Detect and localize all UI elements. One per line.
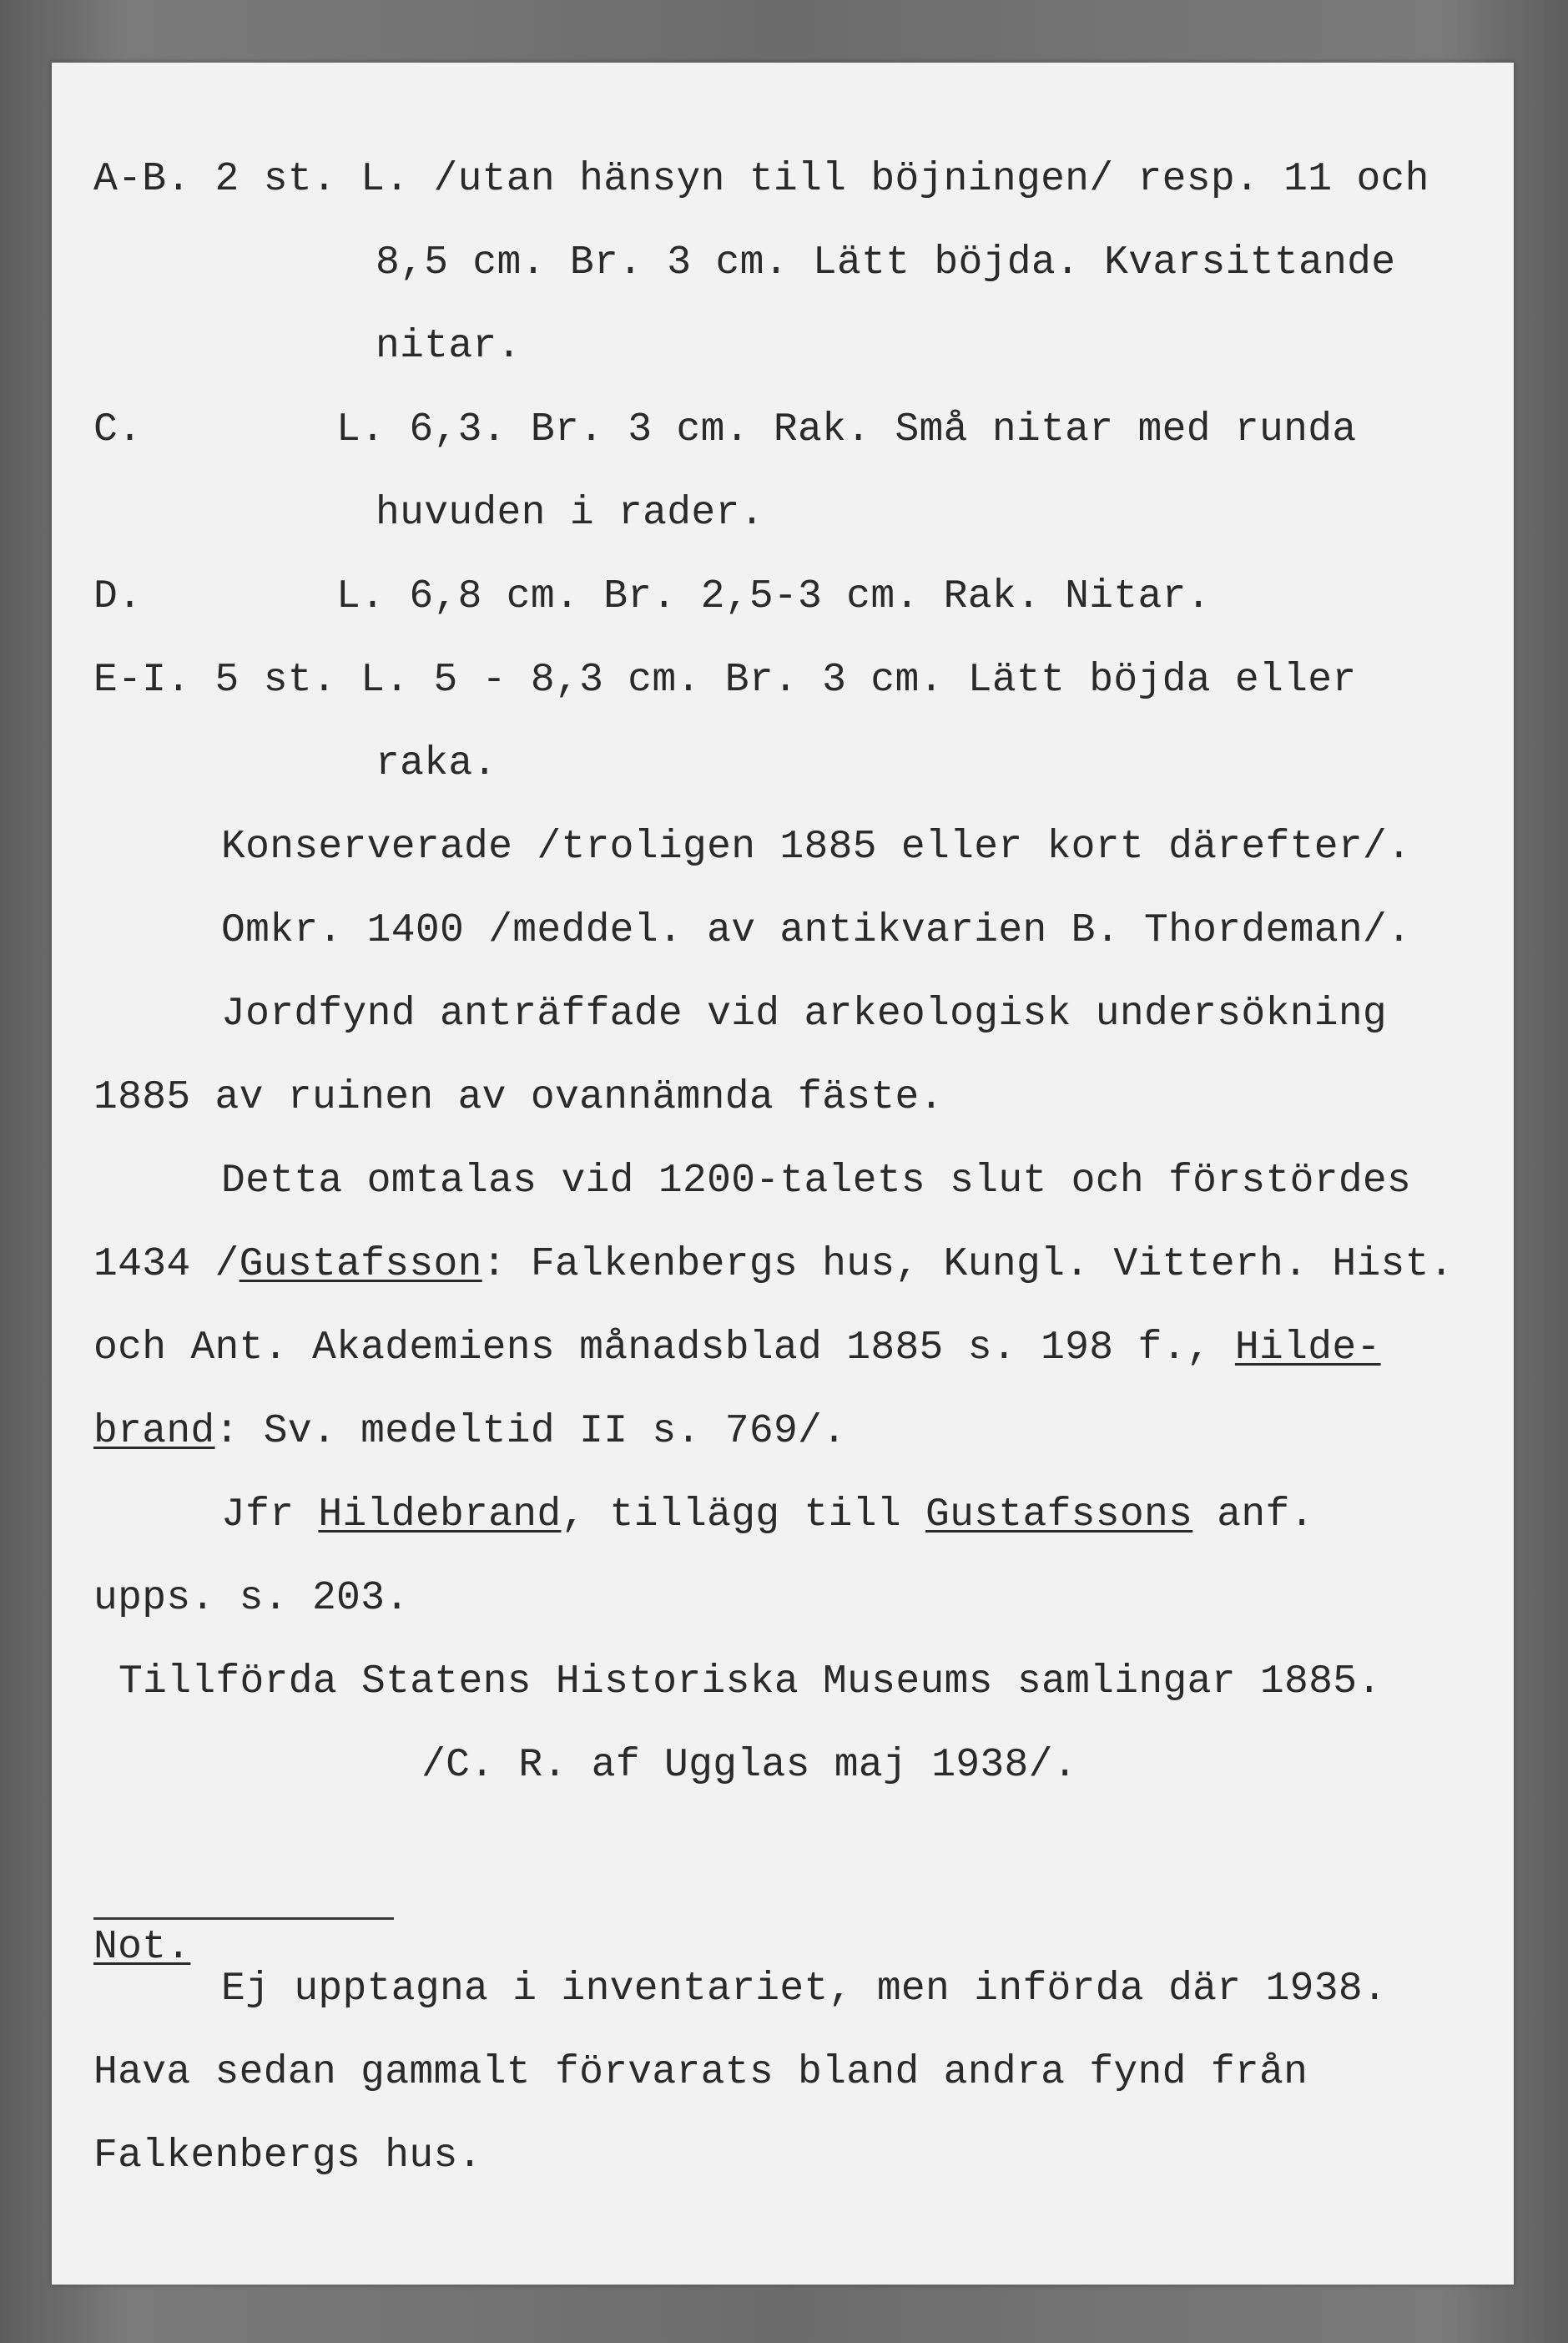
text-line-22: Ej upptagna i inventariet, men införda där 1938. [221,1967,1388,2012]
text-line-6: D. L. 6,8 cm. Br. 2,5-3 cm. Rak. Nitar. [93,574,1211,619]
text-line-5: huvuden i rader. [376,491,764,536]
underlined-author-gustafssons: Gustafssons [925,1492,1193,1538]
text-line-3: nitar. [376,324,522,369]
text-line-17 [221,1492,1314,1538]
text-line-24: Falkenbergs hus. [93,2133,482,2179]
text-segment: och Ant. Akademiens månadsblad 1885 s. 198 f., [93,1326,1235,1371]
text-line-13: Detta omtalas vid 1200-talets slut och förstördes [221,1159,1412,1204]
note-divider [93,1917,394,1920]
text-line-4: C. L. 6,3. Br. 3 cm. Rak. Små nitar med runda [93,407,1357,452]
text-segment: anf. [1192,1492,1314,1538]
text-line-19: Tillförda Statens Historiska Museums samlingar 1885. [118,1659,1382,1704]
text-segment: : Sv. medeltid II s. 769/. [214,1409,847,1454]
text-line-23: Hava sedan gammalt förvarats bland andra fynd från [93,2050,1308,2095]
text-line-14 [93,1241,1454,1288]
underlined-author-hildebrand-cont: brand [93,1409,215,1454]
note-heading: Not. [93,1925,191,1970]
signature-line: /C. R. af Ugglas maj 1938/. [421,1743,1077,1788]
text-line-2: 8,5 cm. Br. 3 cm. Lätt böjda. Kvarsittande [376,240,1396,285]
underlined-author-hildebrand-2: Hildebrand [318,1492,562,1538]
text-line-7: E-I. 5 st. L. 5 - 8,3 cm. Br. 3 cm. Lätt böjda eller [93,658,1357,703]
text-segment: : Falkenbergs hus, Kungl. Vitterh. Hist. [481,1242,1454,1287]
underlined-author-hildebrand: Hilde- [1234,1326,1381,1371]
text-line-18: upps. s. 203. [93,1576,410,1621]
text-line-9: Konserverade /troligen 1885 eller kort därefter/. [221,825,1412,870]
text-segment: Jfr [221,1492,319,1538]
text-line-15 [93,1325,1381,1371]
underlined-author-gustafsson: Gustafsson [239,1242,482,1287]
text-segment: 1434 / [93,1242,239,1287]
text-segment: , tillägg till [561,1492,926,1538]
text-line-16 [93,1408,846,1455]
text-line-8: raka. [376,741,497,786]
text-line-1: A-B. 2 st. L. /utan hänsyn till böjningen/ resp. 11 och [93,157,1429,202]
text-line-11: Jordfynd anträffade vid arkeologisk undersökning [221,992,1388,1037]
text-line-12: 1885 av ruinen av ovannämnda fäste. [93,1075,944,1120]
text-line-10: Omkr. 1400 /meddel. av antikvarien B. Thordeman/. [221,908,1412,953]
